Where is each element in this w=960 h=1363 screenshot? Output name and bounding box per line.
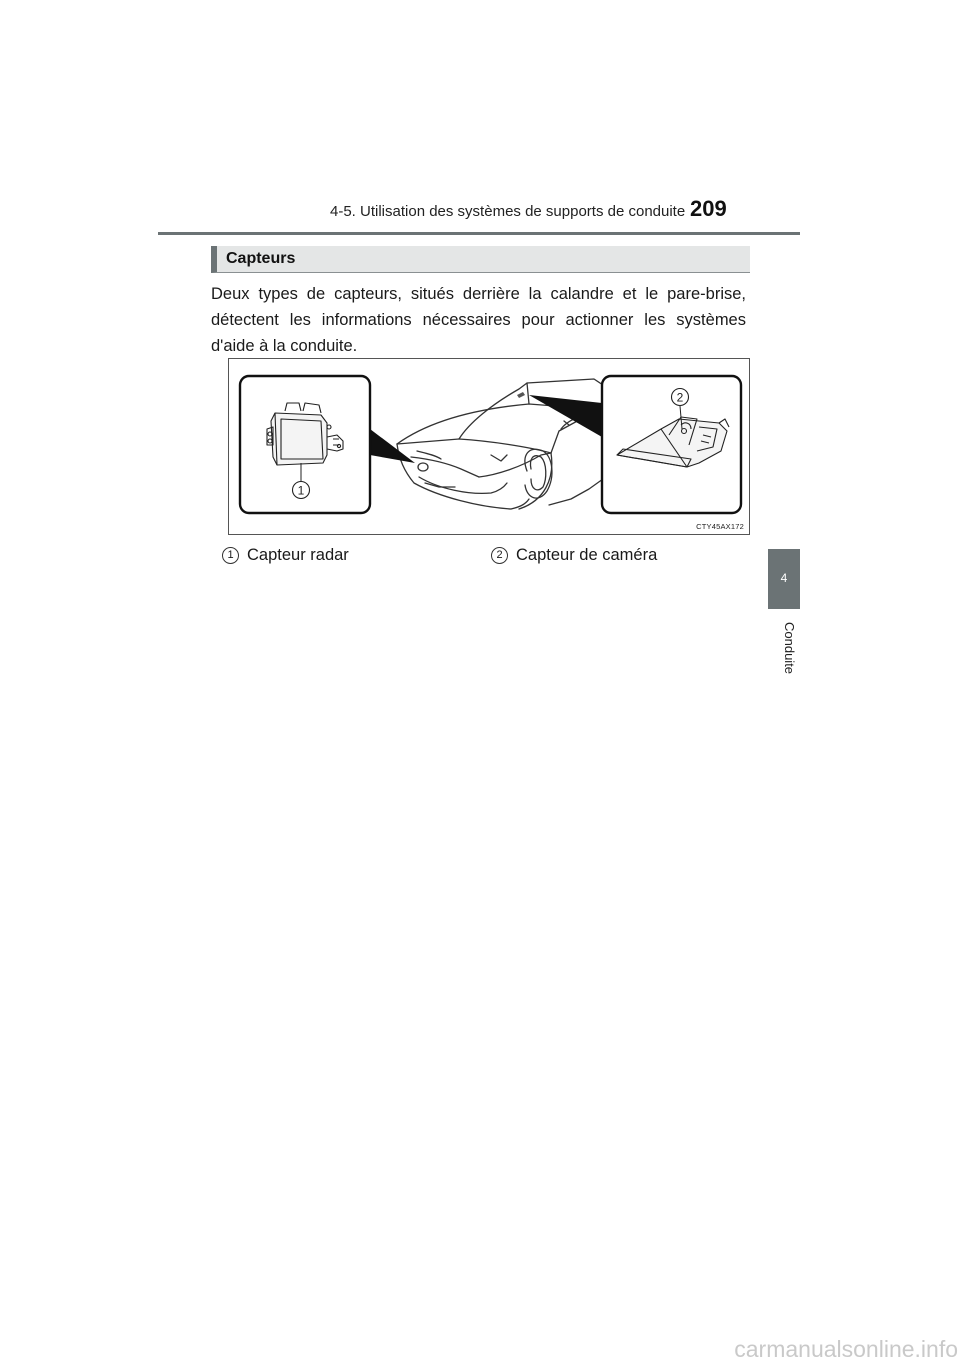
legend-item-camera bbox=[491, 546, 657, 568]
header-rule bbox=[158, 232, 800, 235]
body-paragraph: Deux types de capteurs, situés derrière la calandre et le pare-brise, détectent les informations nécessaires pour actionner les systèmes d'aide à la conduite. bbox=[211, 285, 746, 355]
car-sensor-drawing bbox=[229, 359, 749, 534]
sensor-illustration bbox=[228, 358, 750, 535]
watermark-text: carmanualsonline.info bbox=[734, 1336, 958, 1362]
radar-sensor-location bbox=[418, 463, 428, 471]
figure-code: CTY45AX172 bbox=[696, 522, 744, 531]
legend-label-camera: Capteur de caméra bbox=[516, 546, 658, 564]
footer-watermark bbox=[0, 1336, 960, 1362]
chapter-tab-number: 4 bbox=[780, 571, 788, 585]
radar-pointer bbox=[370, 429, 415, 463]
camera-sensor-location bbox=[517, 392, 525, 398]
section-heading-text: Capteurs bbox=[226, 250, 296, 267]
camera-pointer bbox=[529, 395, 602, 437]
chapter-tab bbox=[768, 549, 800, 609]
section-heading bbox=[211, 246, 750, 273]
page-header-section: 4-5. Utilisation des systèmes de supports de conduite bbox=[330, 203, 686, 220]
legend-number-1: 1 bbox=[222, 547, 239, 564]
legend-number-2: 2 bbox=[491, 547, 508, 564]
page-number: 209 bbox=[690, 196, 727, 221]
car-outline bbox=[397, 379, 603, 509]
legend-label-radar: Capteur radar bbox=[247, 546, 349, 564]
callout-1: 1 bbox=[297, 483, 305, 498]
callout-2: 2 bbox=[676, 390, 684, 405]
chapter-tab-label: Conduite bbox=[782, 622, 797, 675]
legend-item-radar bbox=[222, 546, 349, 568]
